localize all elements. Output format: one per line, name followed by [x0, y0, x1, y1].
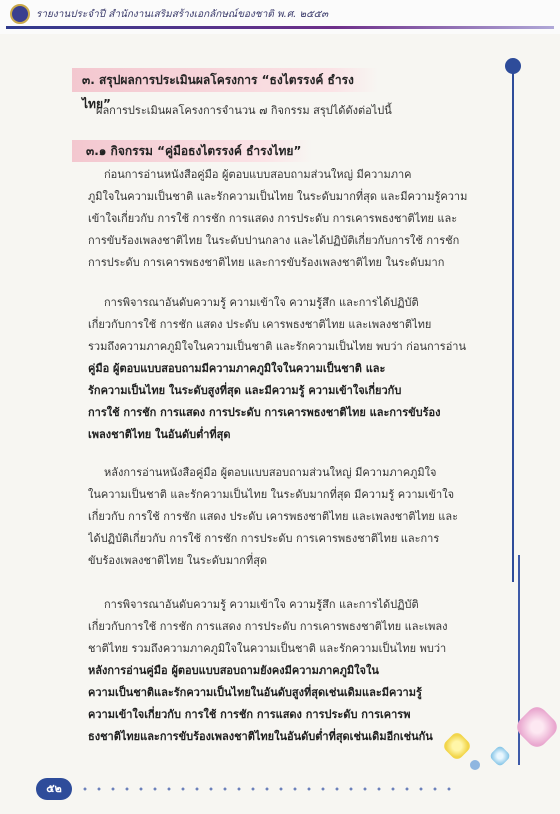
flower-ornament-icon	[489, 745, 512, 768]
paragraph-after-reading	[88, 462, 488, 572]
text-line: เกี่ยวกับการใช้ การชัก การแสดง การประดับ การเคารพธงชาติไทย และเพลง	[88, 620, 448, 633]
flower-ornament-icon	[513, 703, 560, 751]
emblem-logo	[10, 4, 30, 24]
text-line: ก่อนการอ่านหนังสือคู่มือ ผู้ตอบแบบสอบถามส่วนใหญ่ มีความภาค	[104, 168, 412, 181]
text-line-bold: รักความเป็นไทย ในระดับสูงที่สุด และมีความรู้ ความเข้าใจเกี่ยวกับ	[88, 384, 402, 397]
text-line: การพิจารณาอันดับความรู้ ความเข้าใจ ความรู้สึก และการได้ปฏิบัติ	[104, 296, 419, 309]
footer-dotted-rule	[78, 786, 458, 792]
text-line-bold: ความเป็นชาติและรักความเป็นไทยในอันดับสูงที่สุดเช่นเดิมและมีความรู้	[88, 686, 422, 699]
page-header	[0, 0, 560, 34]
vertical-rule	[512, 62, 514, 582]
text-line: ภูมิใจในความเป็นชาติ และรักความเป็นไทย ในระดับมากที่สุด และมีความรู้ความ	[88, 190, 468, 203]
text-line-bold: การใช้ การชัก การแสดง การประดับ การเคารพธงชาติไทย และการขับร้อง	[88, 406, 441, 419]
header-band	[6, 26, 554, 29]
text-line: เกี่ยวกับ การใช้ การชัก แสดง ประดับ เคารพธงชาติไทย และเพลงชาติไทย และ	[88, 510, 459, 523]
text-line: รวมถึงความภาคภูมิใจในความเป็นชาติ และรักความเป็นไทย พบว่า ก่อนการอ่าน	[88, 340, 467, 353]
text-line-bold: เพลงชาติไทย ในอันดับต่ำที่สุด	[88, 428, 231, 441]
flower-ornament-icon	[468, 758, 482, 772]
text-line-bold: ความเข้าใจเกี่ยวกับ การใช้ การชัก การแสดง การประดับ การเคารพ	[88, 708, 411, 721]
text-line: การประดับ การเคารพธงชาติไทย และการขับร้องเพลงชาติไทย ในระดับมาก	[88, 256, 445, 269]
text-line: เข้าใจเกี่ยวกับ การใช้ การชัก การแสดง การประดับ การเคารพธงชาติไทย และ	[88, 212, 458, 225]
paragraph-ranking-before	[88, 292, 488, 446]
text-line: การพิจารณาอันดับความรู้ ความเข้าใจ ความรู้สึก และการได้ปฏิบัติ	[104, 598, 419, 611]
section-intro: ผลการประเมินผลโครงการจำนวน ๗ กิจกรรม สรุปได้ดังต่อไปนี้	[96, 104, 392, 117]
paragraph-ranking-after	[88, 594, 488, 748]
page-number: ๕๒	[36, 778, 72, 800]
paragraph-before-reading	[88, 164, 488, 274]
text-line: ในความเป็นชาติ และรักความเป็นไทย ในระดับมากที่สุด มีความรู้ ความเข้าใจ	[88, 488, 455, 501]
text-line: ขับร้องเพลงชาติไทย ในระดับมากที่สุด	[88, 554, 268, 567]
text-line-bold: หลังการอ่านคู่มือ ผู้ตอบแบบสอบถามยังคงมีความภาคภูมิใจใน	[88, 664, 379, 677]
text-line: เกี่ยวกับการใช้ การชัก แสดง ประดับ เคารพธงชาติไทย และเพลงชาติไทย	[88, 318, 432, 331]
vertical-rule-dot	[505, 58, 521, 74]
text-line: ชาติไทย รวมถึงความภาคภูมิใจในความเป็นชาติ และรักความเป็นไทย พบว่า	[88, 642, 447, 655]
text-line-bold: ธงชาติไทยและการขับร้องเพลงชาติไทยในอันดับต่ำที่สุดเช่นเดิมอีกเช่นกัน	[88, 730, 433, 743]
text-line: การขับร้องเพลงชาติไทย ในระดับปานกลาง และได้ปฏิบัติเกี่ยวกับการใช้ การชัก	[88, 234, 460, 247]
text-line: ได้ปฏิบัติเกี่ยวกับ การใช้ การชัก การประดับ การเคารพธงชาติไทย และการ	[88, 532, 440, 545]
section-heading: ๓. สรุปผลการประเมินผลโครงการ “ธงไตรรงค์ ธำรงไทย”	[72, 68, 378, 92]
subsection-heading: ๓.๑ กิจกรรม “คู่มือธงไตรรงค์ ธำรงไทย”	[72, 140, 312, 162]
text-line: หลังการอ่านหนังสือคู่มือ ผู้ตอบแบบสอบถามส่วนใหญ่ มีความภาคภูมิใจ	[104, 466, 437, 479]
running-title: รายงานประจำปี สำนักงานเสริมสร้างเอกลักษณ์ของชาติ พ.ศ. ๒๕๕๓	[36, 9, 329, 20]
text-line-bold: คู่มือ ผู้ตอบแบบสอบถามมีความภาคภูมิใจในความเป็นชาติ และ	[88, 362, 386, 375]
